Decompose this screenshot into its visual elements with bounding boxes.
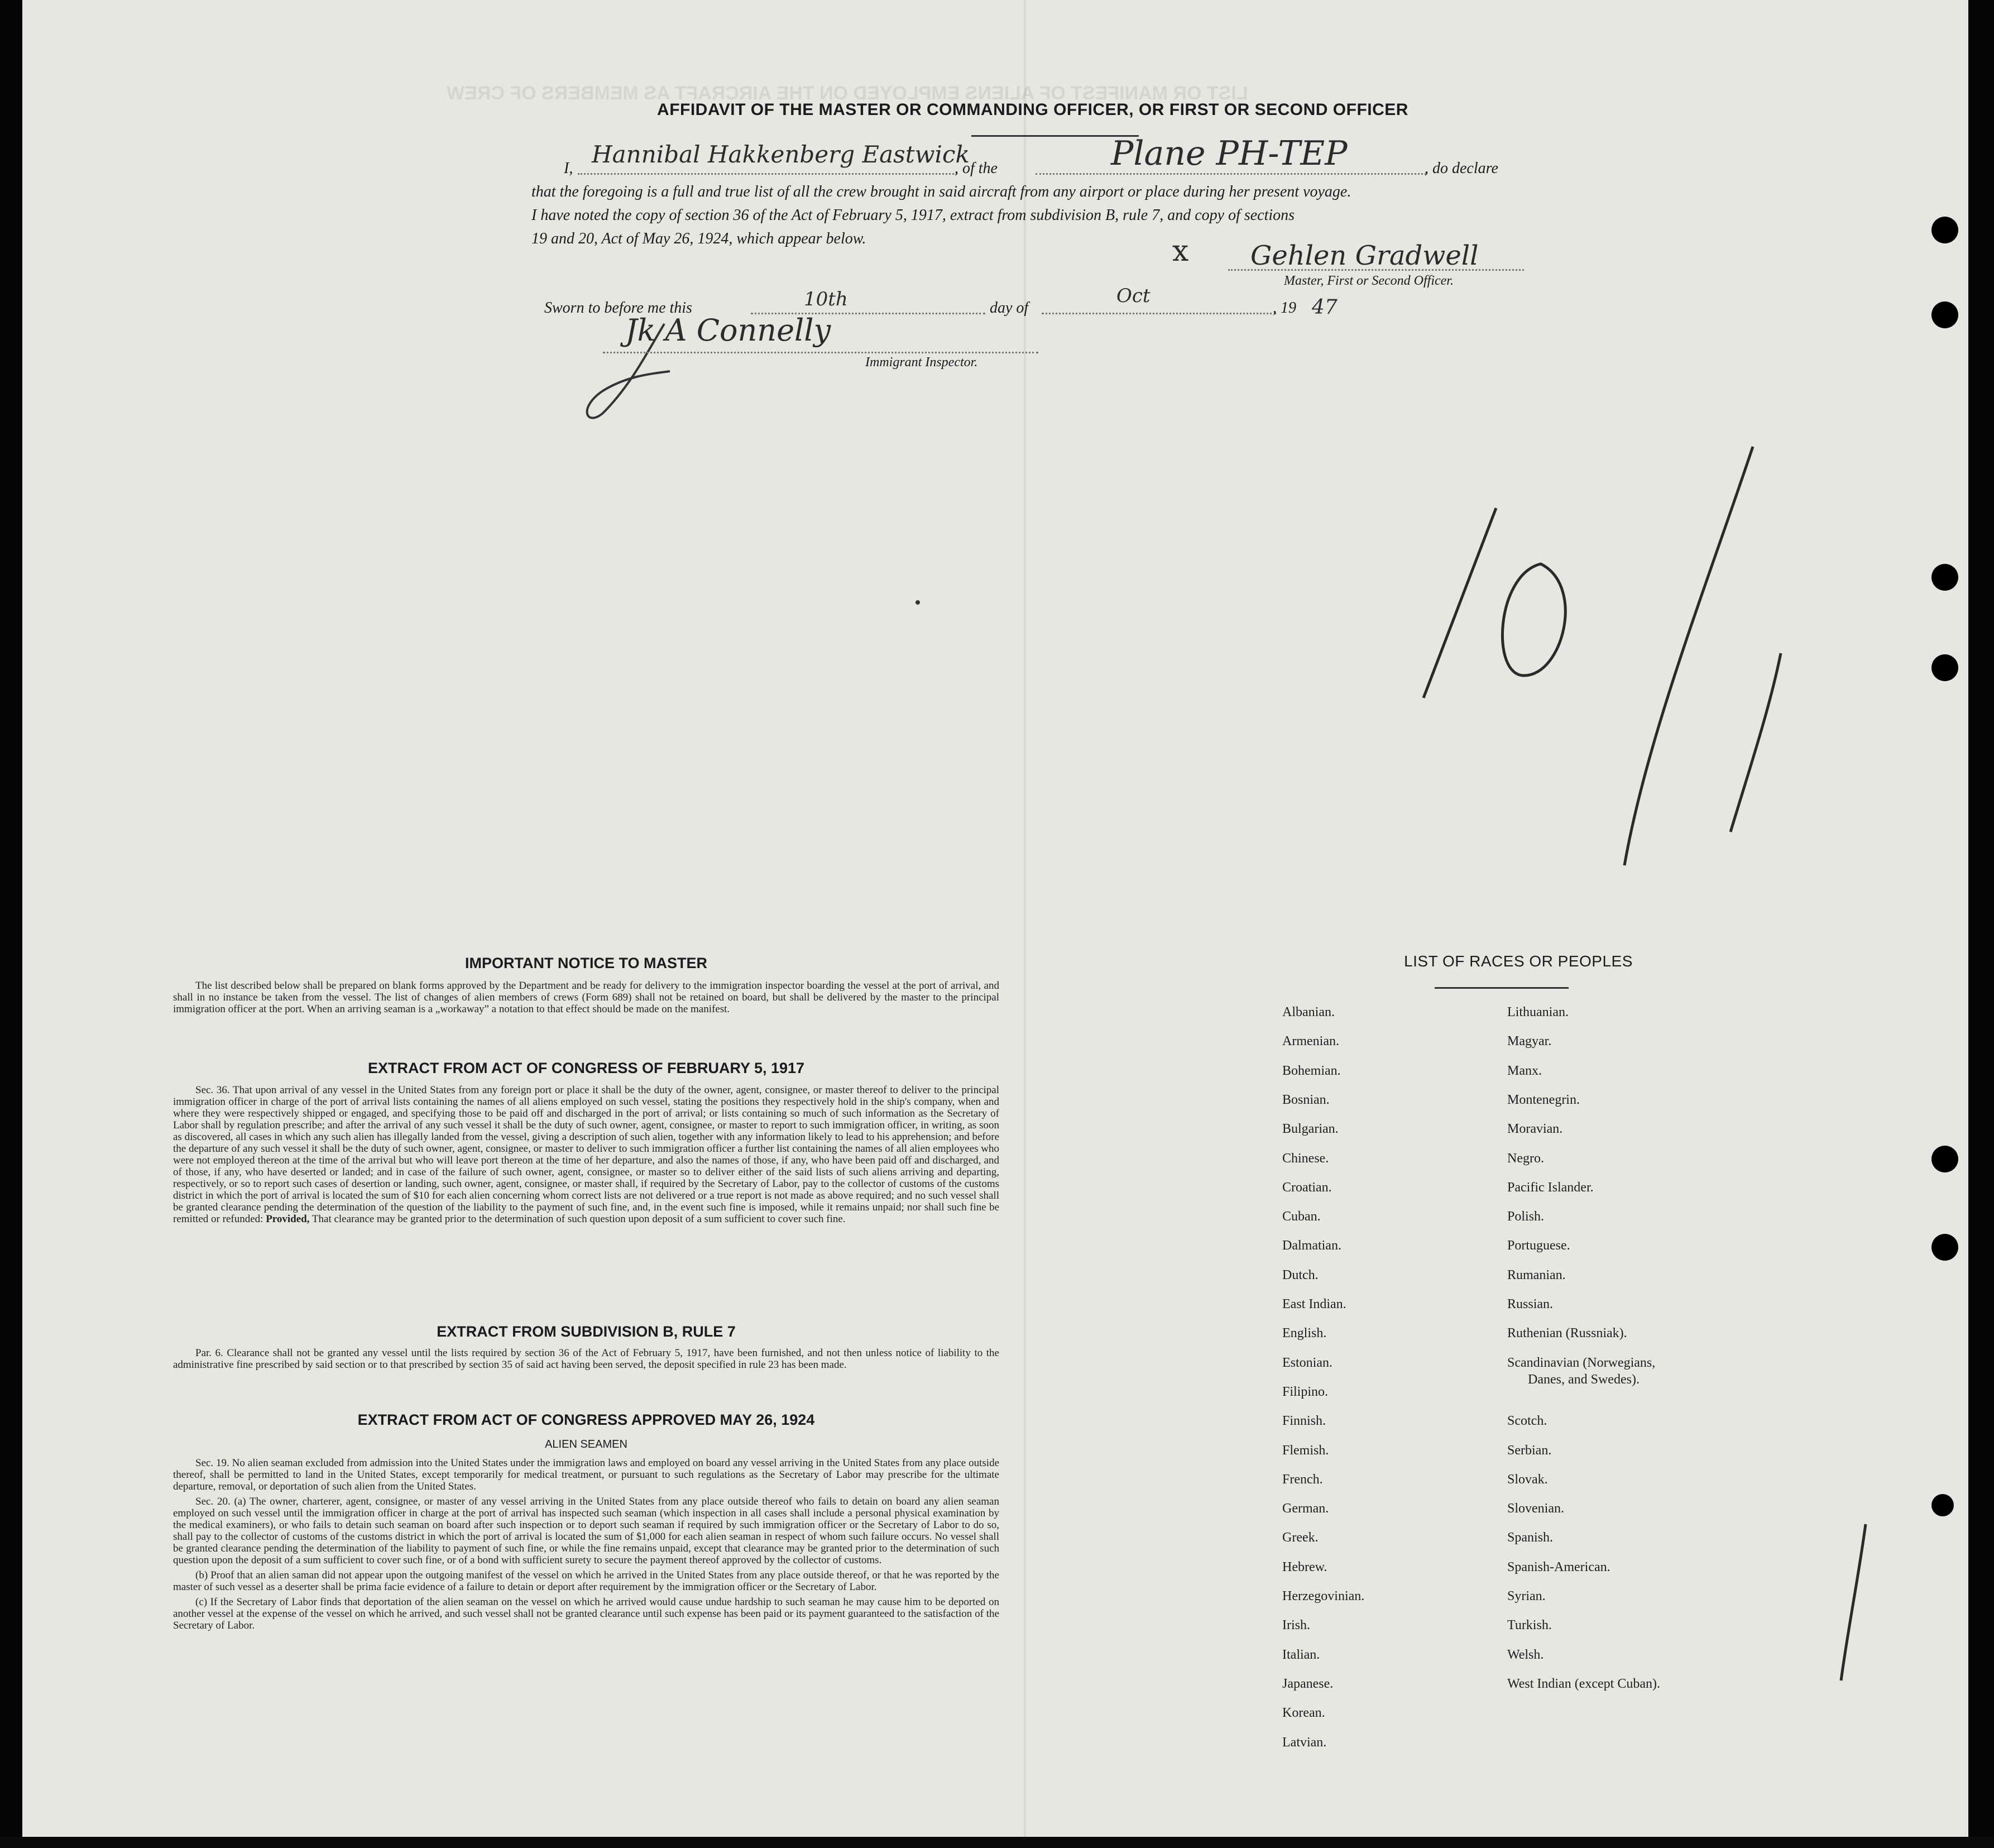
race-item-right: Spanish. — [1507, 1530, 1554, 1545]
year-handwritten: 47 — [1312, 296, 1338, 319]
sec-20b-text: (b) Proof that an alien saman did not appear upon the outgoing manifest of the vessel on which he arrived in the United States from any place outside thereof, or that he was reported by the master of such vessel as a deserter shall be prima facie evidence of a failure to detain or deport after requirement by the immigration officer or the Secretary of Labor. — [173, 1569, 999, 1593]
sworn-day-handwritten: 10th — [804, 288, 848, 310]
race-item-left: Greek. — [1282, 1530, 1319, 1545]
race-item-right: Magyar. — [1507, 1034, 1552, 1049]
notice-body — [173, 980, 999, 1018]
race-item-left: East Indian. — [1282, 1297, 1346, 1311]
extract-1924-subtitle: ALIEN SEAMEN — [545, 1438, 627, 1450]
extract-1917-main: Sec. 36. That upon arrival of any vessel in the United States from any foreign port or place it shall be the duty of the owner, agent, consignee, or master thereof to deliver to the principal immigration officer in charge of the port of arrival lists containing the names of all aliens employed on such vessel, stating the positions they respectively hold in the ship's company, when and where they were respectively shipped or engaged, and specifying those to be paid off and discharged in the port of arrival; or lists containing so much of such information as the Secretary of Labor shall by regulation prescribe; and after the arrival of any such vessel it shall be the duty of such owner, agent, consignee, or master to report to such immigration officer, in writing, as soon as discovered, all cases in which any such alien has illegally landed from the vessel, giving a description of such alien, together with any information likely to lead to his apprehension; and before the departure of any such vessel it shall be the duty of such owner, agent, consignee, or master to deliver to such immigration officer a further list containing the names of all alien employees who were not employed thereon at the time of the arrival but who will leave port thereon at the time of her departure, and also the names of those, if any, who have been paid off and discharged, and of those, if any, who have deserted or landed; and in case of the failure of such owner, agent, consignee, or master so to deliver either of the said lists of such aliens arriving and departing, respectively, or so to report such cases of desertion or landing, such owner, agent, consignee, or master shall, if required by the Secretary of Labor, pay to the collector of customs of the customs district in which the port of arrival is located the sum of $10 for each alien concerning whom correct lists are not delivered or a true report is not made as above required; and no such vessel shall be granted clearance pending the determination of the question of the liability to the payment of such fine, and, in the event such fine is imposed, while it remains unpaid; nor shall such fine be remitted or refunded: — [173, 1084, 999, 1225]
race-item-right: Ruthenian (Russniak). — [1507, 1326, 1627, 1341]
sworn-label: Sworn to before me this — [544, 299, 692, 317]
race-item-right: Portuguese. — [1507, 1238, 1570, 1253]
race-item-right: Slovak. — [1507, 1472, 1548, 1487]
aircraft-handwritten: Plane PH-TEP — [1111, 134, 1348, 173]
race-item-left: Latvian. — [1282, 1735, 1327, 1750]
race-item-right: Scotch. — [1507, 1414, 1547, 1429]
race-item-left: Dalmatian. — [1282, 1238, 1341, 1253]
rule-7-body — [173, 1347, 999, 1374]
race-item-right: Serbian. — [1507, 1443, 1552, 1458]
race-item-right: Negro. — [1507, 1151, 1544, 1166]
race-item-right: Manx. — [1507, 1063, 1542, 1078]
race-item-right: Montenegrin. — [1507, 1092, 1580, 1107]
officer-name-handwritten: Hannibal Hakkenberg Eastwick — [592, 141, 970, 168]
inspector-label: Immigrant Inspector. — [865, 355, 978, 370]
race-item-left: English. — [1282, 1326, 1327, 1341]
affidavit-line-3: I have noted the copy of section 36 of the Act of February 5, 1917, extract from subdivision B, rule 7, and copy of sections — [531, 207, 1295, 224]
punch-hole — [1931, 1234, 1958, 1261]
race-item-left: Albanian. — [1282, 1005, 1335, 1019]
race-item-left: Cuban. — [1282, 1209, 1321, 1224]
race-item-left: Croatian. — [1282, 1180, 1332, 1195]
of-the-label: , of the — [955, 160, 998, 177]
margin-mark-handwritten — [1837, 1519, 1870, 1686]
master-signature-line — [1228, 269, 1524, 271]
race-item-left: Finnish. — [1282, 1414, 1326, 1429]
race-item-left: Korean. — [1282, 1706, 1325, 1721]
rule-7-title: EXTRACT FROM SUBDIVISION B, RULE 7 — [437, 1323, 736, 1340]
punch-hole — [1931, 217, 1958, 243]
aircraft-line — [1036, 173, 1426, 175]
race-item-left: French. — [1282, 1472, 1323, 1487]
sec-20c-text: (c) If the Secretary of Labor finds that deportation of the alien seaman on the vessel on which he arrived would cause undue hardship to such seaman he may cause him to be deported on another vessel at the expense of the vessel on which he arrived, and such vessel shall not be granted clearance until such expense has been paid or its payment guaranteed to the satisfaction of the Secretary of Labor. — [173, 1596, 999, 1631]
race-item-left: Hebrew. — [1282, 1559, 1327, 1574]
race-item-left: Bosnian. — [1282, 1092, 1330, 1107]
inspector-signature-flourish — [581, 318, 715, 430]
punch-hole — [1931, 564, 1958, 591]
extract-1917-text — [173, 1084, 999, 1225]
punch-hole — [1931, 654, 1958, 681]
race-item-right: Polish. — [1507, 1209, 1545, 1224]
do-declare-label: , do declare — [1425, 160, 1498, 177]
rule-7-text: Par. 6. Clearance shall not be granted any vessel until the lists required by section 36 of the Act of February 5, 1917, have been furnished, and not then unless notice of liability to the administrative fine prescribed by said section or to that prescribed by section 35 of said act having been served, the deposit specified in rule 23 has been made. — [173, 1347, 999, 1371]
speck — [915, 600, 920, 605]
race-item-right: Pacific Islander. — [1507, 1180, 1594, 1195]
tally-mark-handwritten — [1384, 441, 1809, 888]
scan-border — [0, 1837, 1994, 1848]
race-item-right: West Indian (except Cuban). — [1507, 1676, 1660, 1691]
master-label: Master, First or Second Officer. — [1284, 274, 1454, 288]
affidavit-line-4: 19 and 20, Act of May 26, 1924, which appear below. — [531, 230, 866, 247]
notice-body-text: The list described below shall be prepared on blank forms approved by the Department and be ready for delivery to the immigration inspector boarding the vessel at the port of arrival, and shall in no instance be taken from the vessel. The list of changes of alien members of crews (Form 689) shall not be retained on board, but shall be delivered by the master to the principal immigration officer at the port. When an arriving seaman is a „workaway” a notation to that effect should be made on the manifest. — [173, 980, 999, 1015]
races-rule — [1435, 987, 1569, 989]
race-item-left: Filipino. — [1282, 1384, 1329, 1399]
affidavit-line-2: that the foregoing is a full and true list of all the crew brought in said aircraft from any airport or place during her present voyage. — [531, 183, 1351, 200]
day-of-label: day of — [990, 299, 1029, 317]
race-item-left: Herzegovinian. — [1282, 1589, 1365, 1603]
sec-20a-text: Sec. 20. (a) The owner, charterer, agent, consignee, or master of any vessel arriving in the United States from any place outside thereof who fails to detain on board any alien seaman employed on such vessel until the immigration officer in charge at the port of arrival has inspected such seaman (which inspection in all cases shall include a personal physical examination by the medical examiners), or who fails to detain such seaman on board after such inspection or to deport such seaman if required by such immigration officer or the Secretary of Labor to do so, shall pay to the collector of customs of the customs district in which the port of arrival is located the sum of $1,000 for each alien seaman in respect of whom such failure occurs. No vessel shall be granted clearance pending the determination of the liability to payment of such fine, or while the fine remains unpaid, except that clearance may be granted prior to the determination of such question upon the deposit of a sum sufficient to cover such fine, or of a bond with sufficient surety to secure the payment thereof approved by the collector of customs. — [173, 1496, 999, 1566]
extract-1917-body — [173, 1084, 999, 1228]
race-item-left: Bulgarian. — [1282, 1122, 1339, 1137]
page-fold — [1024, 0, 1026, 1837]
race-item-left: Italian. — [1282, 1647, 1320, 1662]
race-item-left: German. — [1282, 1501, 1329, 1516]
race-item-right: Russian. — [1507, 1297, 1554, 1311]
punch-hole — [1931, 1494, 1954, 1516]
sworn-month-handwritten: Oct — [1116, 285, 1151, 307]
extract-1924-body — [173, 1457, 999, 1635]
race-item-right: Moravian. — [1507, 1122, 1563, 1137]
signature-mark: x — [1172, 234, 1189, 268]
race-item-right: Welsh. — [1507, 1647, 1544, 1662]
race-item-left: Dutch. — [1282, 1267, 1319, 1282]
master-signature: Gehlen Gradwell — [1250, 240, 1479, 271]
race-scandinavian-continued: Danes, and Swedes). — [1528, 1372, 1640, 1387]
punch-hole — [1931, 1146, 1958, 1172]
race-item-left: Irish. — [1282, 1618, 1310, 1633]
inspector-line — [603, 352, 1038, 353]
affidavit-heading: AFFIDAVIT OF THE MASTER OR COMMANDING OFFICER, OR FIRST OR SECOND OFFICER — [657, 100, 1408, 119]
race-item-right: Spanish-American. — [1507, 1559, 1610, 1574]
affidavit-i-label: I, — [564, 160, 573, 177]
bleed-through-title: LIST OR MANIFEST OF ALIENS EMPLOYED ON THE AIRCRAFT AS MEMBERS OF CREW — [447, 83, 1248, 104]
races-title: LIST OF RACES OR PEOPLES — [1404, 952, 1633, 970]
document-page — [22, 0, 1968, 1837]
race-item-left: Flemish. — [1282, 1443, 1329, 1458]
extract-1917-end: That clearance may be granted prior to the determination of such question upon deposit of a sum sufficient to cover such fine. — [311, 1213, 846, 1225]
race-item-left: Estonian. — [1282, 1355, 1332, 1370]
race-item-left: Bohemian. — [1282, 1063, 1341, 1078]
extract-1917-provided: Provided, — [266, 1213, 310, 1225]
race-item-left: Chinese. — [1282, 1151, 1329, 1166]
officer-name-line — [578, 173, 957, 175]
race-item-right: Turkish. — [1507, 1618, 1552, 1633]
extract-1917-title: EXTRACT FROM ACT OF CONGRESS OF FEBRUARY 5, 1917 — [367, 1060, 805, 1076]
race-item-left: Japanese. — [1282, 1676, 1334, 1691]
punch-hole — [1931, 301, 1958, 328]
race-item-right: Slovenian. — [1507, 1501, 1564, 1516]
inspector-signature: Jk A Connelly — [625, 313, 831, 348]
race-item-right: Syrian. — [1507, 1589, 1546, 1603]
sec-19-text: Sec. 19. No alien seaman excluded from admission into the United States under the immigration laws and employed on board any vessel arriving in the United States from any place outside thereof, shall be permitted to land in the United States, except temporarily for medical treatment, or pursuant to such regulations as the Secretary of Labor may prescribe for the ultimate departure, removal, or deportation of such alien from the United States. — [173, 1457, 999, 1492]
race-item-right: Lithuanian. — [1507, 1005, 1569, 1019]
race-item-right: Scandinavian (Norwegians, — [1507, 1355, 1656, 1370]
sworn-month-line — [1042, 313, 1276, 314]
notice-title: IMPORTANT NOTICE TO MASTER — [465, 955, 707, 971]
year-prefix: , 19 — [1273, 299, 1296, 317]
race-item-left: Armenian. — [1282, 1034, 1339, 1049]
extract-1924-title: EXTRACT FROM ACT OF CONGRESS APPROVED MAY 26, 1924 — [357, 1411, 815, 1428]
race-item-right: Rumanian. — [1507, 1267, 1566, 1282]
